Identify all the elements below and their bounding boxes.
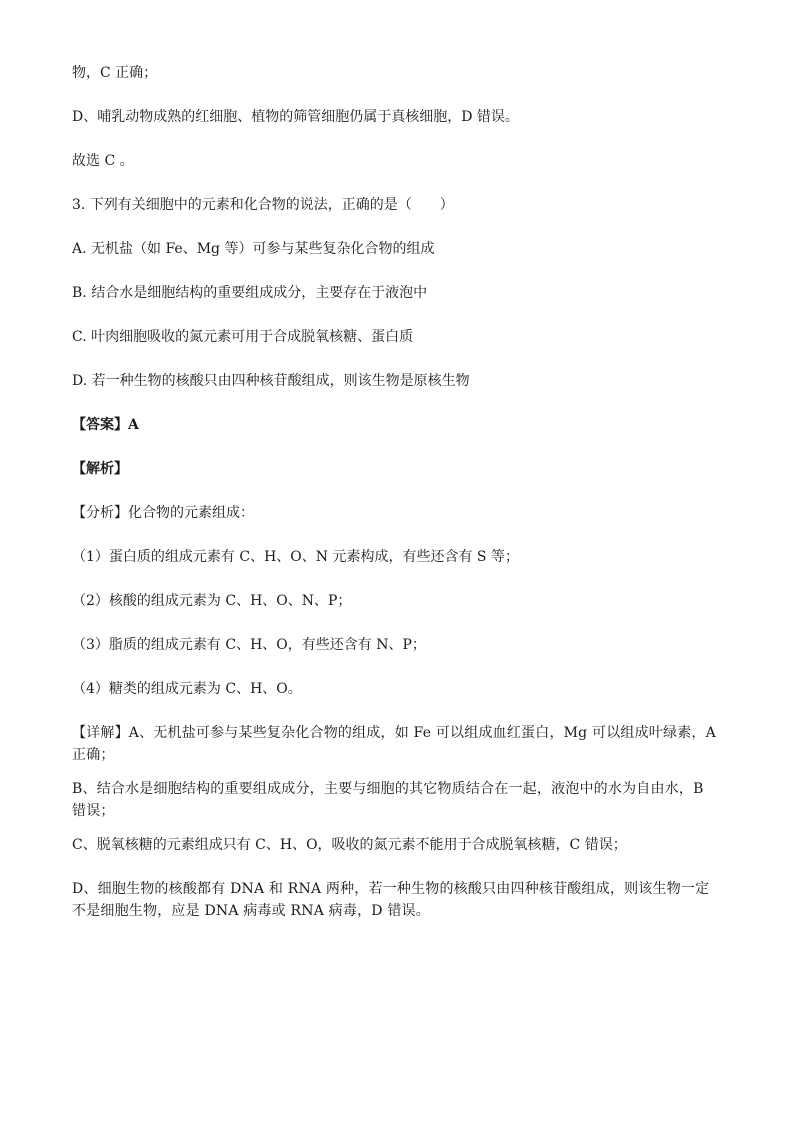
document-page [72,62,722,922]
analysis-point-2: （2）核酸的组成元素为 C、H、O、N、P； [72,593,352,609]
text-line-d-wrong: D、哺乳动物成熟的红细胞、植物的筛管细胞仍属于真核细胞，D 错误。 [72,109,519,125]
detail-b: B、结合水是细胞结构的重要组成成分，主要与细胞的其它物质结合在一起，液泡中的水为自由水，B 错误； [72,781,704,819]
analysis-point-4: （4）糖类的组成元素为 C、H、O。 [72,681,302,697]
question-3-stem: 3. 下列有关细胞中的元素和化合物的说法，正确的是（ ） [72,197,454,213]
text-line-c-correct: 物，C 正确； [72,65,158,81]
analysis-point-3: （3）脂质的组成元素有 C、H、O，有些还含有 N、P； [72,637,426,653]
detail-a: 【详解】A、无机盐可参与某些复杂化合物的组成，如 Fe 可以组成血红蛋白，Mg 可以组成叶绿素，A 正确； [72,725,716,763]
analysis-point-1: （1）蛋白质的组成元素有 C、H、O、N 元素构成，有些还含有 S 等； [72,549,519,565]
option-d: D. 若一种生物的核酸只由四种核苷酸组成，则该生物是原核生物 [72,373,470,389]
option-a: A. 无机盐（如 Fe、Mg 等）可参与某些复杂化合物的组成 [72,241,435,257]
text-line-choose-c: 故选 C 。 [72,153,134,169]
detail-c: C、脱氧核糖的元素组成只有 C、H、O，吸收的氮元素不能用于合成脱氧核糖，C 错误； [72,837,627,853]
analysis-intro: 【分析】化合物的元素组成： [72,505,254,521]
answer-label: 【答案】A [72,417,139,433]
option-c: C. 叶肉细胞吸收的氮元素可用于合成脱氧核糖、蛋白质 [72,329,414,345]
option-b: B. 结合水是细胞结构的重要组成成分，主要存在于液泡中 [72,285,428,301]
detail-d: D、细胞生物的核酸都有 DNA 和 RNA 两种，若一种生物的核酸只由四种核苷酸组成，则该生物一定不是细胞生物，应是 DNA 病毒或 RNA 病毒，D 错误。 [72,881,710,919]
analysis-label: 【解析】 [72,461,128,477]
